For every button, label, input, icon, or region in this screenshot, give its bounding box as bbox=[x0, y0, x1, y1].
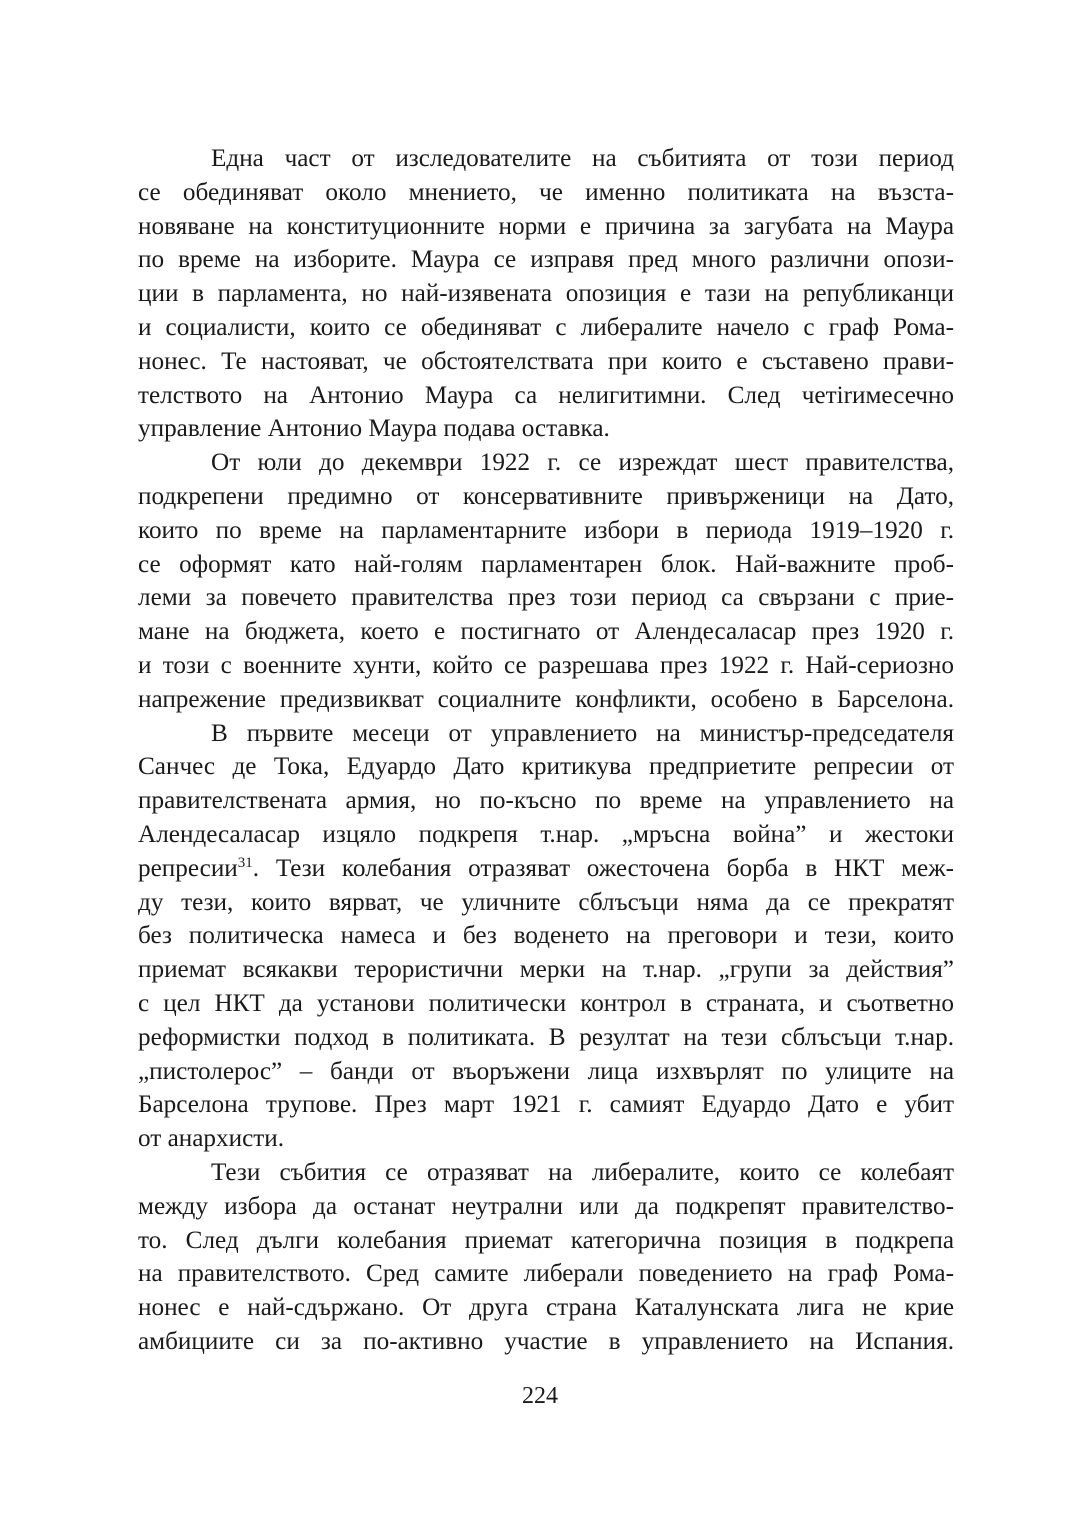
text-line: които по време на парламентарните избори в периода 1919–1920 г. bbox=[138, 516, 954, 544]
text-line: се оформят като най-голям парламентарен блок. Най-важните проб- bbox=[138, 550, 954, 578]
text-line: От юли до декември 1922 г. се изреждат шест правителства, bbox=[211, 449, 954, 477]
text-line: „пистолерос” – банди от въоръжени лица изхвърлят по улиците на bbox=[138, 1057, 954, 1085]
text-line: ции в парламента, но най-изявената опозиция е тази на републиканци bbox=[138, 280, 954, 308]
text-line: по време на изборите. Маура се изправя пред много различни опози- bbox=[138, 246, 954, 274]
text-line: новяване на конституционните норми е причина за загубата на Маура bbox=[138, 212, 954, 240]
text-line: от анархисти. bbox=[138, 1125, 285, 1153]
text-line: приемат всякакви терористични мерки на т.нар. „групи за действия” bbox=[138, 956, 954, 984]
text-line: телството на Антонио Маура са нелигитимни. След четirимесечно bbox=[138, 381, 954, 409]
text-fragment: репресии bbox=[138, 854, 238, 882]
text-line: правителствената армия, но по-късно по време на управлението на bbox=[138, 787, 954, 815]
text-line: ду тези, които вярват, че уличните сблъсъци няма да се прекратят bbox=[138, 888, 954, 916]
page-number: 224 bbox=[522, 1383, 558, 1409]
text-line: Санчес де Тока, Едуардо Дато критикува предприетите репресии от bbox=[138, 753, 954, 781]
paragraph bbox=[138, 446, 954, 716]
text-line: подкрепени предимно от консервативните привърженици на Дато, bbox=[138, 482, 954, 510]
text-line: с цел НКТ да установи политически контрол в страната, и съответно bbox=[138, 989, 954, 1017]
text-line: Тези събития се отразяват на либералите, които се колебаят bbox=[211, 1158, 954, 1186]
text-fragment: . Тези колебания отразяват ожесточена борба в НКТ меж- bbox=[252, 854, 954, 882]
text-line: управление Антонио Маура подава оставка. bbox=[138, 415, 610, 443]
text-line: нонес е най-сдържано. От друга страна Каталунската лига не крие bbox=[138, 1294, 954, 1322]
text-line: Алендесаласар изцяло подкрепя т.нар. „мръсна война” и жестоки bbox=[138, 820, 954, 848]
text-line: Барселона трупове. През март 1921 г. самият Едуардо Дато е убит bbox=[138, 1091, 954, 1119]
text-line: напрежение предизвикват социалните конфликти, особено в Барселона. bbox=[138, 685, 954, 713]
text-line: то. След дълги колебания приемат категорична позиция в подкрепа bbox=[138, 1226, 954, 1254]
text-line: нонес. Те настояват, че обстоятелствата при които е съставено прави- bbox=[138, 347, 954, 375]
text-line: реформистки подход в политиката. В резултат на тези сблъсъци т.нар. bbox=[138, 1023, 954, 1051]
paragraph bbox=[138, 717, 954, 1156]
text-line: мане на бюджета, което е постигнато от Алендесаласар през 1920 г. bbox=[138, 618, 954, 646]
text-line: и социалисти, които се обединяват с либералите начело с граф Рома- bbox=[138, 313, 954, 341]
paragraph bbox=[138, 1156, 954, 1359]
text-line: амбициите си за по-активно участие в управлението на Испания. bbox=[138, 1327, 954, 1355]
body-text bbox=[138, 142, 954, 1359]
footnote-mark: 31 bbox=[237, 854, 253, 871]
text-line: без политическа намеса и без воденето на преговори и тези, които bbox=[138, 922, 954, 950]
text-line: се обединяват около мнението, че именно политиката на възста- bbox=[138, 178, 954, 206]
text-line: леми за повечето правителства през този период са свързани с прие- bbox=[138, 584, 954, 612]
text-line: между избора да останат неутрални или да подкрепят правителство- bbox=[138, 1192, 954, 1220]
text-line: и този с военните хунти, който се разрешава през 1922 г. Най-сериозно bbox=[138, 651, 954, 679]
text-line: на правителството. Сред самите либерали поведението на граф Рома- bbox=[138, 1260, 954, 1288]
text-line: Една част от изследователите на събитията от този период bbox=[211, 145, 954, 172]
text-line: В първите месеци от управлението на министър-председателя bbox=[211, 719, 954, 747]
paragraph bbox=[138, 142, 954, 446]
text-line-with-footnote bbox=[138, 852, 954, 886]
